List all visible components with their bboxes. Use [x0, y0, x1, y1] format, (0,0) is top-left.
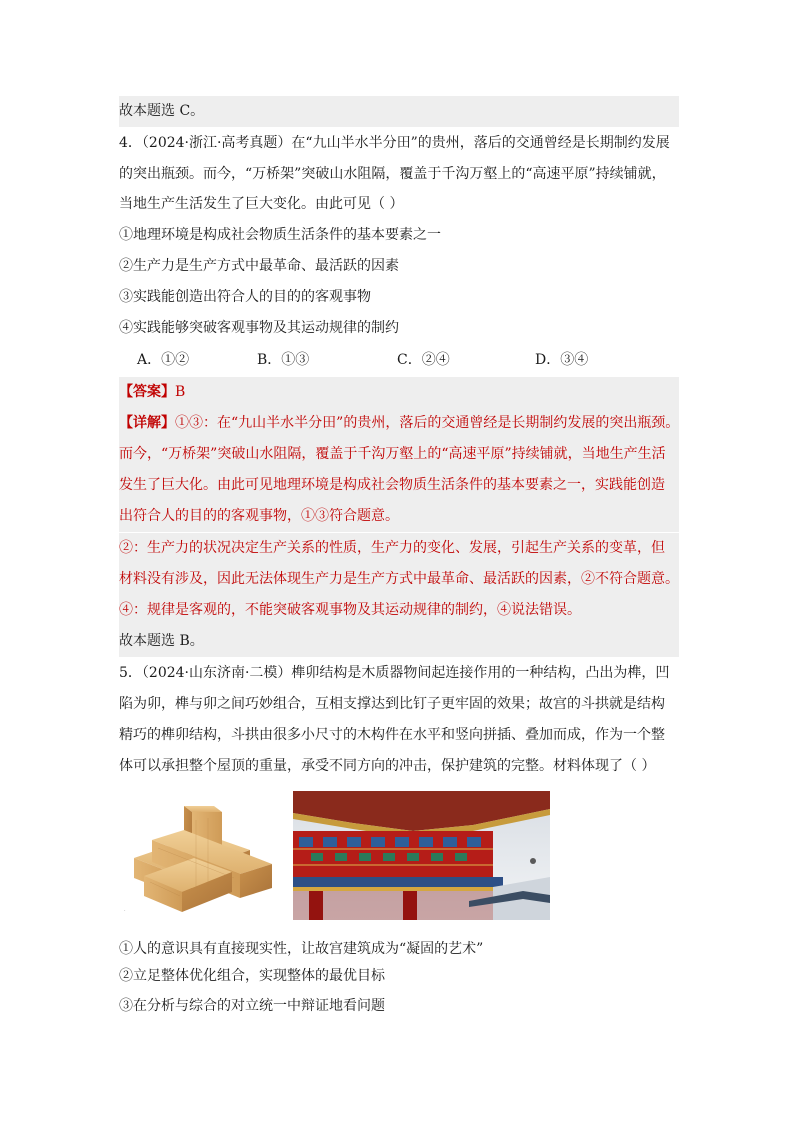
- q4-option-c: C．②④: [397, 352, 450, 368]
- puzzle-illustration: [122, 800, 290, 920]
- q4-answer: [119, 377, 679, 408]
- q5-stem-line-1: 5．（2024·山东济南·二模）榫卯结构是木质器物间起连接作用的一种结构，凸出为榫，凹: [119, 665, 670, 681]
- q4-detail-line-2: 而今，“万桥架”突破山水阻隔，覆盖于千沟万壑上的“高速平原”持续铺就，当地生产生活: [119, 439, 679, 470]
- q4-detail-line-1: [119, 408, 679, 439]
- q5-statement-1: ①人的意识具有直接现实性，让故宫建筑成为“凝固的艺术”: [119, 941, 484, 957]
- q5-stem-line-3: 精巧的榫卯结构，斗拱由很多小尺寸的木构件在水平和竖向拼插、叠加而成，作为一个整: [119, 727, 665, 743]
- wooden-burr-puzzle-image: [122, 800, 290, 920]
- puzzle-watermark: ·: [124, 908, 126, 914]
- q5-stem-line-4: 体可以承担整个屋顶的重量，承受不同方向的冲击，保护建筑的完整。材料体现了（ ）: [119, 758, 656, 774]
- answer-tag: 【答案】: [119, 384, 175, 400]
- q4-detail-line-4: 出符合人的目的的客观事物，①③符合题意。: [119, 501, 679, 532]
- q4-detail-line-5: ②：生产力的状况决定生产关系的性质，生产力的变化、发展，引起生产关系的变革，但: [119, 533, 679, 564]
- q4-stem-line-2: 的突出瓶颈。而今，“万桥架”突破山水阻隔，覆盖于千沟万壑上的“高速平原”持续铺就，: [119, 166, 666, 182]
- q5-stem-line-2: 陷为卯，榫与卯之间巧妙组合，互相支撑达到比钉子更牢固的效果；故宫的斗拱就是结构: [119, 696, 665, 712]
- q4-stem-line-3: 当地生产生活发生了巨大变化。由此可见（ ）: [119, 196, 404, 212]
- q4-detail-line-3: 发生了巨大化。由此可见地理环境是构成社会物质生活条件的基本要素之一，实践能创造: [119, 470, 679, 501]
- q4-option-b: B．①③: [257, 352, 310, 368]
- detail-text-1: ①③：在“九山半水半分田”的贵州，落后的交通曾经是长期制约发展的突出瓶颈。: [175, 415, 679, 431]
- q4-conclusion: 故本题选 B。: [119, 626, 679, 657]
- roof-illustration: [293, 791, 550, 920]
- q4-detail-line-6: 材料没有涉及，因此无法体现生产力是生产方式中最革命、最活跃的因素，②不符合题意。: [119, 564, 679, 595]
- q4-statement-4: ④实践能够突破客观事物及其运动规律的制约: [119, 320, 399, 336]
- q4-option-d: D．③④: [535, 352, 589, 368]
- q5-statement-2: ②立足整体优化组合，实现整体的最优目标: [119, 968, 385, 984]
- q4-option-a: A．①②: [137, 352, 190, 368]
- palace-roof-image: [293, 791, 550, 920]
- detail-tag: 【详解】: [119, 415, 175, 431]
- q4-statement-2: ②生产力是生产方式中最革命、最活跃的因素: [119, 258, 399, 274]
- q4-statement-3: ③实践能创造出符合人的目的的客观事物: [119, 289, 371, 305]
- q4-detail-line-7: ④：规律是客观的，不能突破客观事物及其运动规律的制约，④说法错误。: [119, 595, 679, 626]
- q4-options: [119, 345, 679, 376]
- q5-statement-3: ③在分析与综合的对立统一中辩证地看问题: [119, 998, 385, 1014]
- prev-answer-conclusion: 故本题选 C。: [119, 96, 679, 127]
- answer-value: B: [175, 384, 186, 400]
- q4-statement-1: ①地理环境是构成社会物质生活条件的基本要素之一: [119, 227, 441, 243]
- q4-stem-line-1: 4．（2024·浙江·高考真题）在“九山半水半分田”的贵州，落后的交通曾经是长期制约发展: [119, 135, 670, 151]
